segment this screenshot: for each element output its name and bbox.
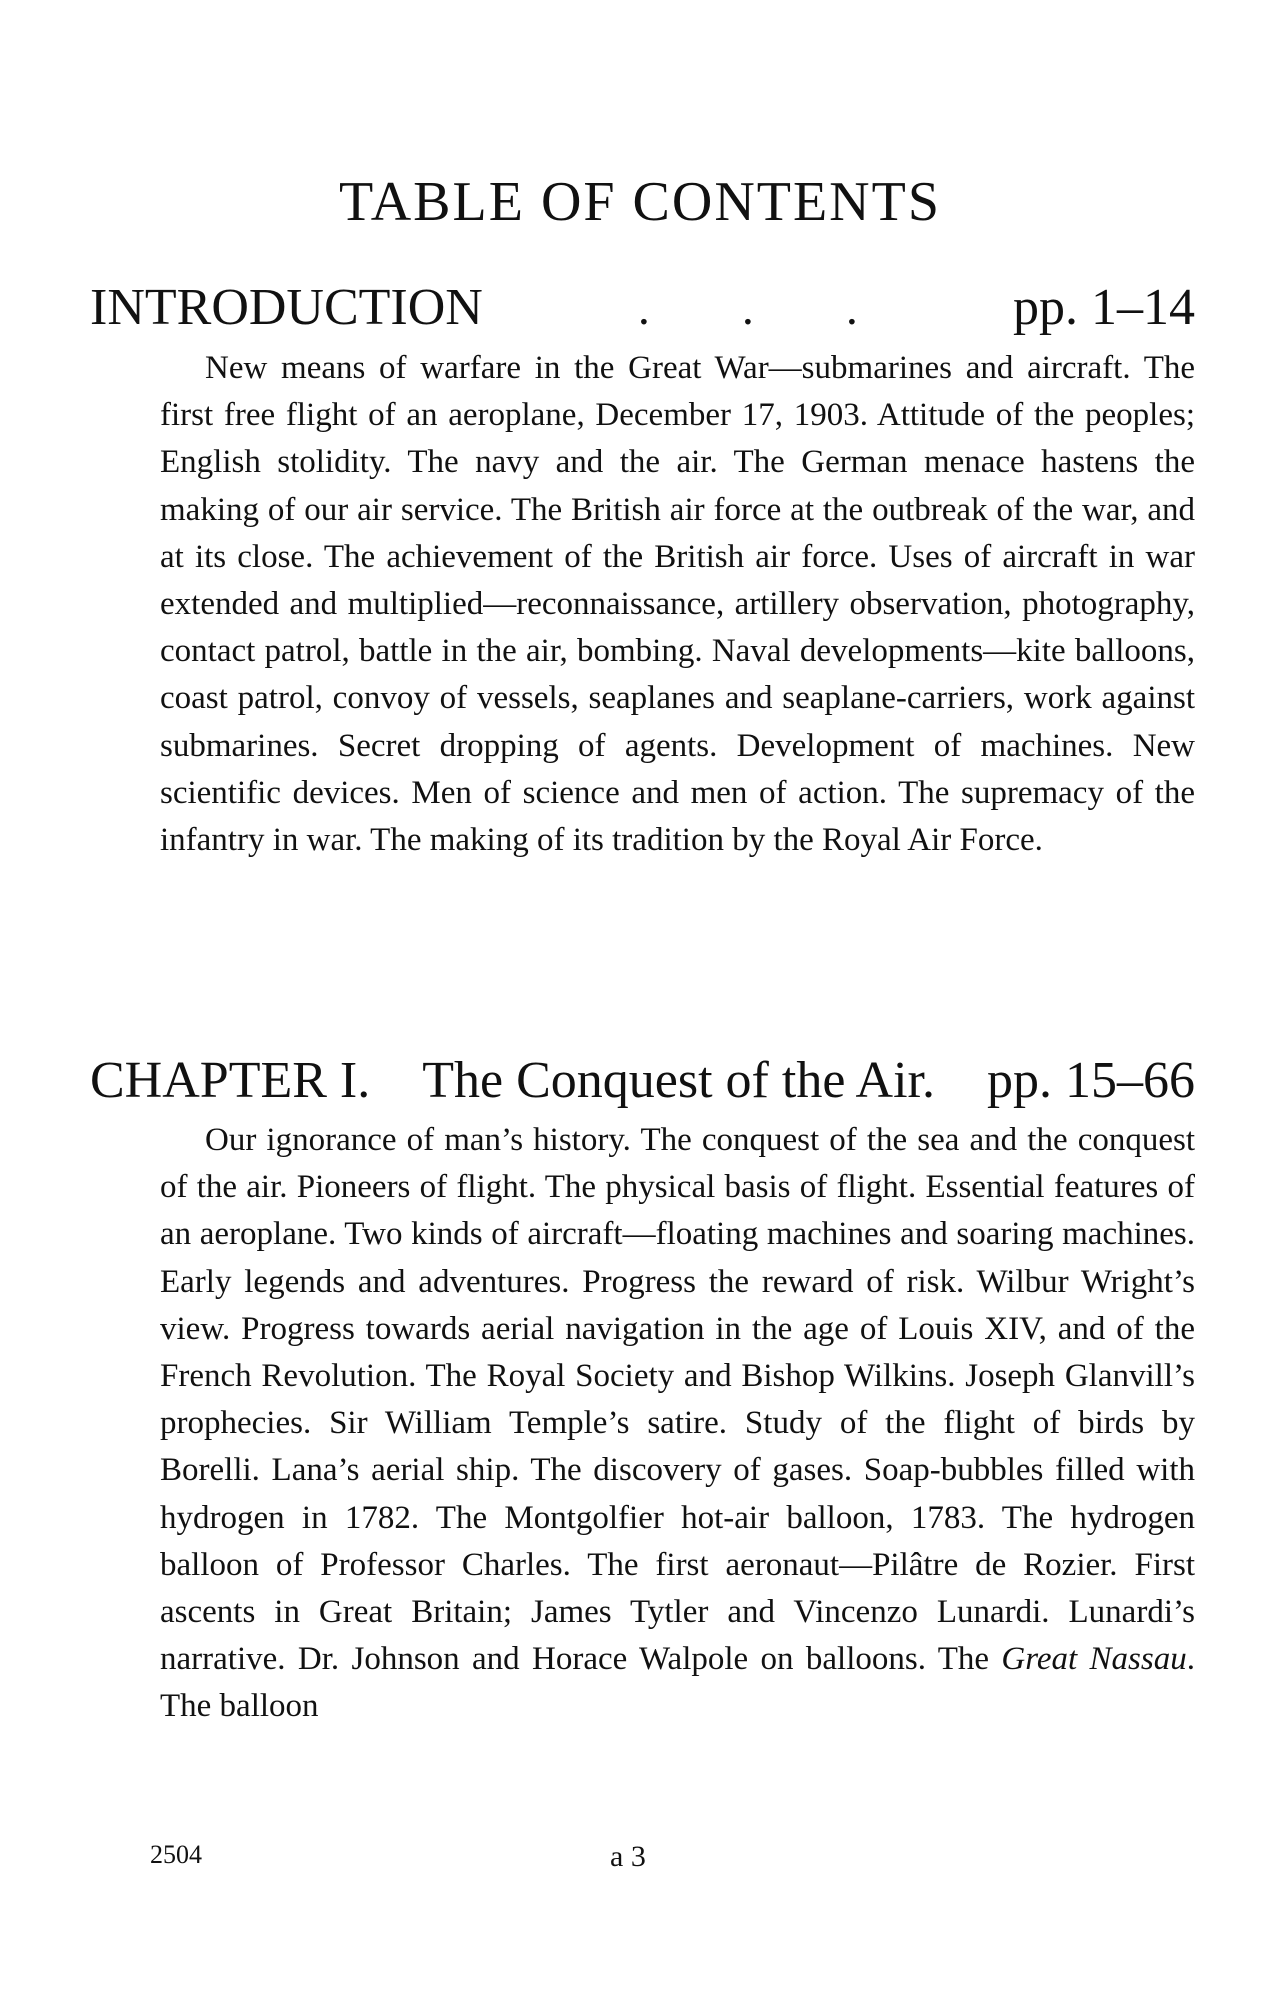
- introduction-leader-dots: . . .: [637, 282, 898, 335]
- signature-mark: 2504: [150, 1840, 202, 1869]
- chapter-1-label: CHAPTER I.: [90, 1052, 371, 1109]
- page-title: TABLE OF CONTENTS: [339, 171, 941, 233]
- chapter-1-summary-text: Our ignorance of man’s history. The conquest of the sea and the conquest of the air. Pioneers of flight. The physical basis of flight. Essential features of an aeroplane. Two kinds of aircraft—floating machines and soaring machines. Early legends and adventures. Progress the reward of risk. Wilbur Wright’s view. Progress towards aerial navigation in the age of Louis XIV, and of the French Revolution. The Royal Society and Bishop Wilkins. Joseph Glanvill’s prophecies. Sir William Temple’s satire. Study of the flight of birds by Borelli. Lana’s aerial ship. The discovery of gases. Soap-bubbles filled with hydrogen in 1782. The Montgolfier hot-air balloon, 1783. The hydrogen balloon of Professor Charles. The first aeronaut—Pilâtre de Rozier. First ascents in Great Britain; James Tytler and Vincenzo Lunardi. Lunardi’s narrative. Dr. Johnson and Horace Walpole on balloons. The: [160, 1122, 1195, 1678]
- chapter-1-page-range: pp. 15–66: [987, 1052, 1195, 1109]
- introduction-label: INTRODUCTION: [90, 279, 483, 336]
- folio-number: a 3: [610, 1840, 646, 1873]
- introduction-page-range: pp. 1–14: [1013, 279, 1195, 336]
- introduction-summary: New means of warfare in the Great War—submarines and aircraft. The first free flight of an aeroplane, December 17, 1903. Attitude of the peoples; English stolidity. The navy and the air. The German menace hastens the making of our air service. The British air force at the outbreak of the war, and at its close. The achievement of the British air force. Uses of aircraft in war extended and multiplied—reconnaissance, artillery observation, photography, contact patrol, battle in the air, bombing. Naval developments—kite balloons, coast patrol, convoy of vessels, seaplanes and seaplane-carriers, work against submarines. Secret dropping of agents. Development of machines. New scientific devices. Men of science and men of action. The supremacy of the infantry in war. The making of its tradition by the Royal Air Force.: [160, 350, 1195, 859]
- chapter-1-summary-italic-ship-name: Great Nassau: [1001, 1641, 1187, 1678]
- chapter-1-summary: [160, 1117, 1195, 1731]
- chapter-1-heading: [90, 1052, 1195, 1109]
- chapter-1-summary-text-end: . The balloon: [160, 1641, 1195, 1725]
- chapter-1-title: The Conquest of the Air.: [422, 1052, 935, 1109]
- introduction-heading: [90, 279, 1195, 336]
